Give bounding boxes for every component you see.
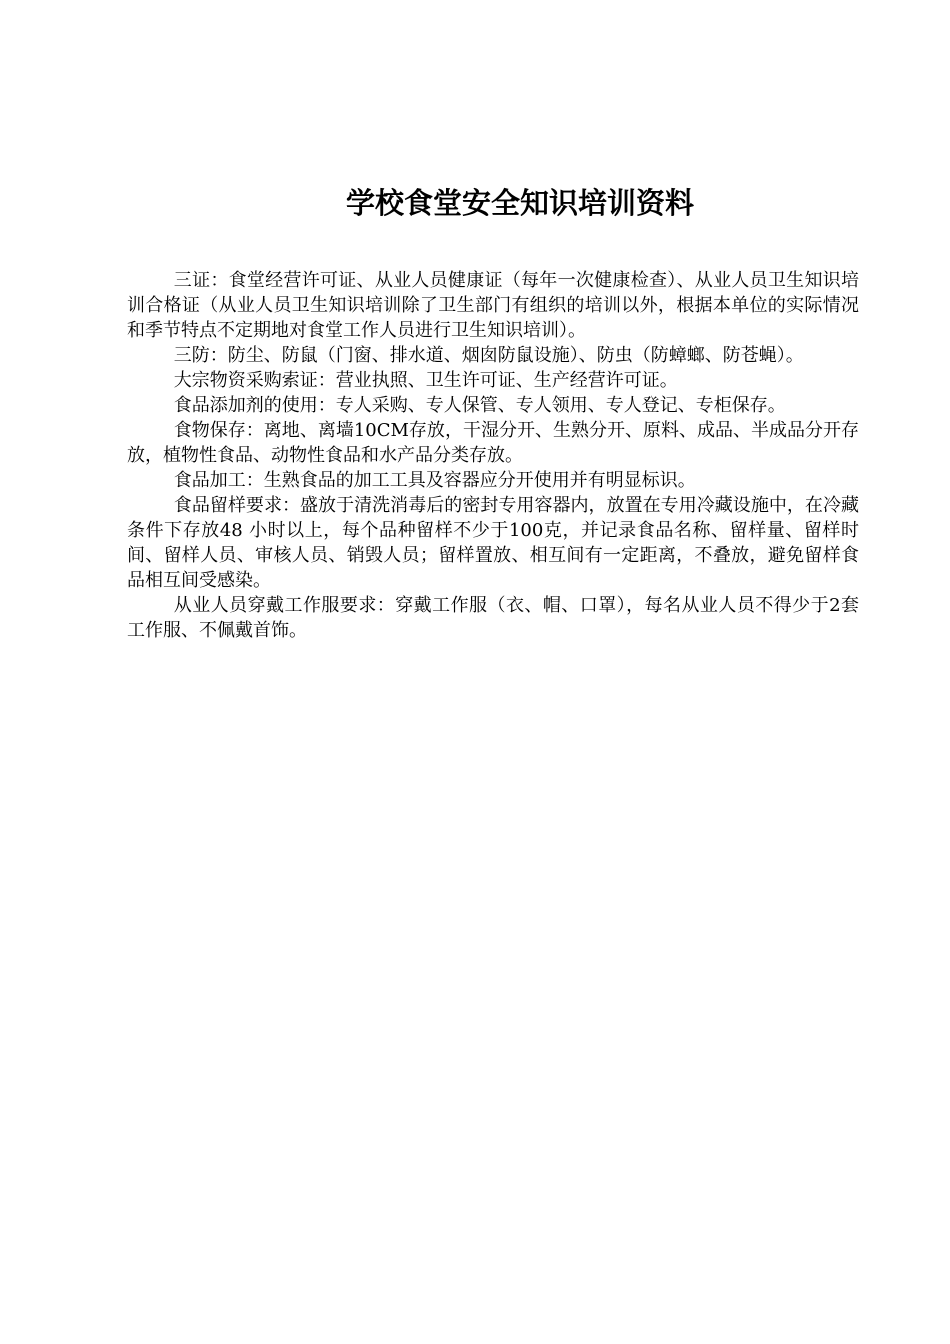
document-title: 学校食堂安全知识培训资料: [345, 186, 694, 220]
paragraph-food-storage: 食物保存：离地、离墙10CM存放，干湿分开、生熟分开、原料、成品、半成品分开存放，植物性食品、动物性食品和水产品分类存放。: [127, 420, 859, 466]
paragraph-three-preventions: 三防：防尘、防鼠（门窗、排水道、烟囱防鼠设施）、防虫（防蟑螂、防苍蝇）。: [173, 345, 804, 366]
paragraph-food-additives: 食品添加剂的使用：专人采购、专人保管、专人领用、专人登记、专柜保存。: [173, 395, 786, 416]
paragraph-food-sampling: 食品留样要求：盛放于清洗消毒后的密封专用容器内，放置在专用冷藏设施中，在冷藏条件下存放48 小时以上，每个品种留样不少于100克，并记录食品名称、留样量、留样时间、留样人员、审核人员、销毁人员；留样置放、相互间有一定距离，不叠放，避免留样食品相互间受感染。: [127, 495, 859, 591]
paragraph-bulk-purchase: 大宗物资采购索证：营业执照、卫生许可证、生产经营许可证。: [173, 370, 678, 391]
paragraph-three-certificates: 三证：食堂经营许可证、从业人员健康证（每年一次健康检查）、从业人员卫生知识培训合格证（从业人员卫生知识培训除了卫生部门有组织的培训以外，根据本单位的实际情况和季节特点不定期地对食堂工作人员进行卫生知识培训）。: [127, 270, 859, 341]
document-body: [127, 268, 859, 643]
paragraph-work-clothes: 从业人员穿戴工作服要求：穿戴工作服（衣、帽、口罩），每名从业人员不得少于2套工作服、不佩戴首饰。: [127, 595, 859, 641]
paragraph-food-processing: 食品加工：生熟食品的加工工具及容器应分开使用并有明显标识。: [173, 470, 696, 491]
